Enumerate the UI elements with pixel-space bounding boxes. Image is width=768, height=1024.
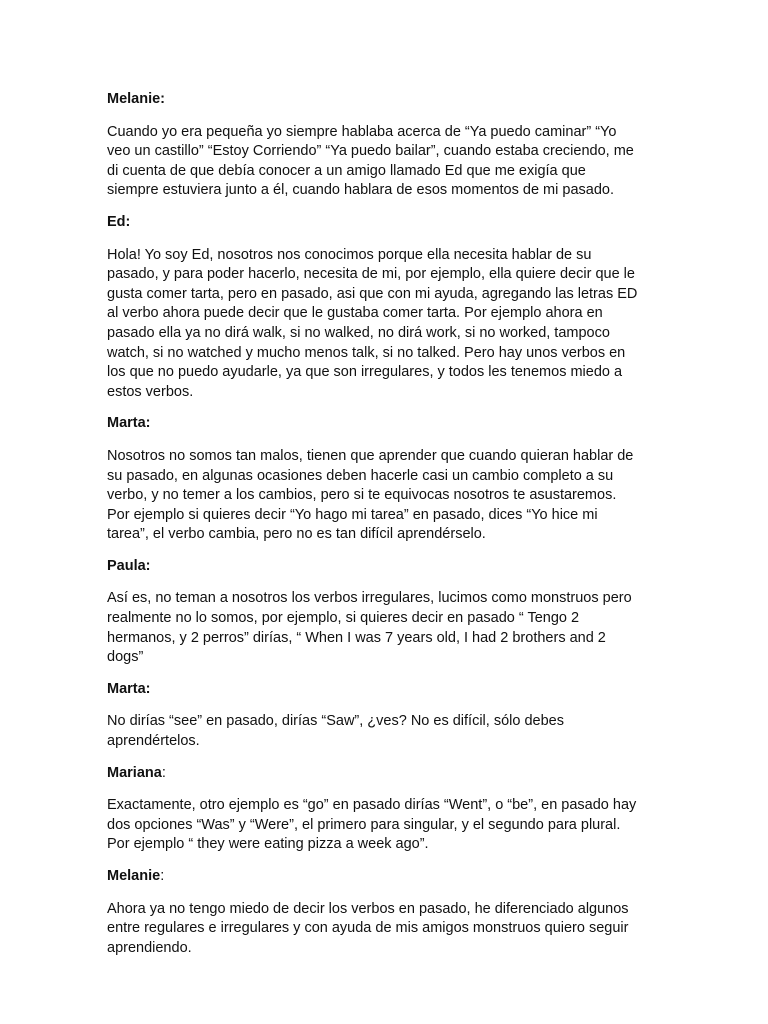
speaker-name: Melanie: [107, 868, 161, 884]
text-line: los que no puedo ayudarle, ya que son irregulares, y todos les tenemos miedo a: [107, 364, 623, 381]
text-line: Por ejemplo si quieres decir “Yo hago mi tarea” en pasado, dices “Yo hice mi: [107, 506, 598, 523]
speaker-name: Ed:: [107, 213, 131, 230]
speaker-name: Melanie:: [107, 91, 166, 107]
speaker-name: Marta:: [107, 415, 151, 432]
speaker-label: [107, 867, 667, 887]
document-page: [107, 90, 667, 970]
text-line: al verbo ahora puede decir que le gustaba comer tarta. Por ejemplo ahora en: [107, 305, 603, 322]
speaker-name: Paula:: [107, 557, 151, 574]
dialogue-paragraph: [107, 796, 667, 855]
text-line: gusta comer tarta, pero en pasado, asi que con mi ayuda, agregando las letras ED: [107, 285, 638, 302]
dialogue-paragraph: [107, 246, 667, 403]
text-line: aprendértelos.: [107, 733, 200, 750]
speaker-name: Mariana: [107, 764, 162, 781]
dialogue-paragraph: [107, 123, 667, 201]
dialogue-paragraph: [107, 712, 667, 751]
text-line: Cuando yo era pequeña yo siempre hablaba acerca de “Ya puedo caminar” “Yo: [107, 123, 617, 140]
text-line: entre regulares e irregulares y con ayuda de mis amigos monstruos quiero seguir: [107, 920, 629, 937]
text-line: tarea”, el verbo cambia, pero no es tan difícil aprendérselo.: [107, 526, 486, 543]
text-line: No dirías “see” en pasado, dirías “Saw”, ¿ves? No es difícil, sólo debes: [107, 713, 564, 730]
text-line: Ahora ya no tengo miedo de decir los verbos en pasado, he diferenciado algunos: [107, 900, 629, 917]
text-line: realmente no lo somos, por ejemplo, si quieres decir en pasado “ Tengo 2: [107, 610, 580, 627]
text-line: di cuenta de que debía conocer a un amigo llamado Ed que me exigía que: [107, 162, 586, 179]
text-line: su pasado, en algunas ocasiones deben hacerle casi un cambio completo a su: [107, 467, 614, 484]
speaker-label: [107, 764, 667, 784]
text-line: verbo, y no temer a los cambios, pero si te equivocas nosotros te asustaremos.: [107, 487, 617, 504]
text-line: Exactamente, otro ejemplo es “go” en pasado dirías “Went”, o “be”, en pasado hay: [107, 797, 637, 814]
speaker-label: [107, 414, 667, 434]
text-line: dos opciones “Was” y “Were”, el primero para singular, y el segundo para plural.: [107, 816, 621, 833]
speaker-label: [107, 213, 667, 233]
text-line: Hola! Yo soy Ed, nosotros nos conocimos porque ella necesita hablar de su: [107, 246, 592, 263]
text-line: watch, si no watched y mucho menos talk, si no talked. Pero hay unos verbos en: [107, 344, 626, 361]
speaker-name: Marta:: [107, 680, 151, 697]
speaker-colon: :: [161, 764, 166, 781]
dialogue-paragraph: [107, 900, 667, 959]
text-line: veo un castillo” “Estoy Corriendo” “Ya puedo bailar”, cuando estaba creciendo, me: [107, 143, 634, 160]
text-line: hermanos, y 2 perros” dirías, “ When I was 7 years old, I had 2 brothers and 2: [107, 629, 606, 646]
text-line: Nosotros no somos tan malos, tienen que aprender que cuando quieran hablar de: [107, 447, 634, 464]
speaker-label: [107, 90, 667, 110]
text-line: siempre estuviera junto a él, cuando hablara de esos momentos de mi pasado.: [107, 182, 614, 199]
dialogue-paragraph: [107, 447, 667, 545]
text-line: dogs”: [107, 649, 144, 666]
speaker-label: [107, 680, 667, 700]
speaker-colon: :: [160, 868, 165, 884]
text-line: aprendiendo.: [107, 939, 192, 956]
text-line: pasado ella ya no dirá walk, si no walked, no dirá work, si no worked, tampoco: [107, 324, 610, 341]
text-line: pasado, y para poder hacerlo, necesita de mi, por ejemplo, ella quiere decir que le: [107, 266, 635, 283]
text-line: estos verbos.: [107, 383, 194, 400]
speaker-label: [107, 557, 667, 577]
dialogue-paragraph: [107, 589, 667, 667]
text-line: Por ejemplo “ they were eating pizza a week ago”.: [107, 836, 429, 853]
text-line: Así es, no teman a nosotros los verbos irregulares, lucimos como monstruos pero: [107, 590, 632, 607]
